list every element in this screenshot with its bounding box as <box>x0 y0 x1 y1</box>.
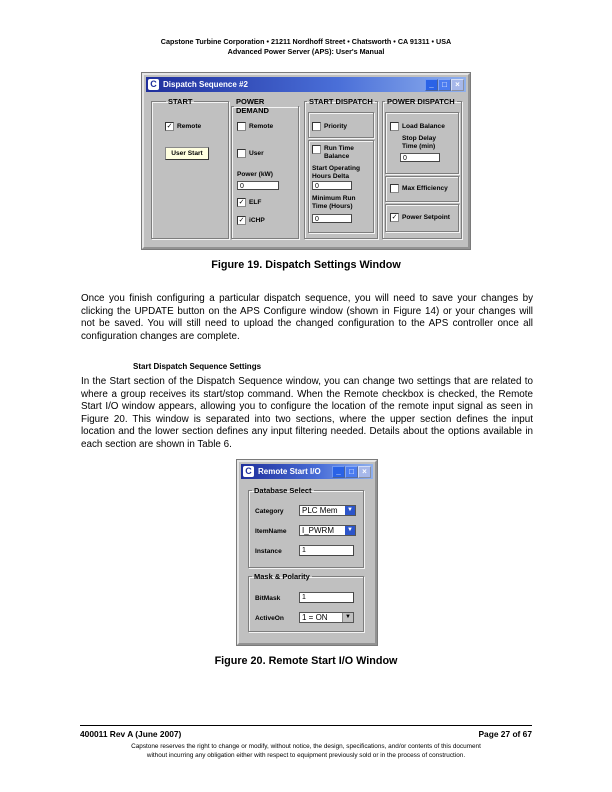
itemname-value: I_PWRM <box>302 526 334 535</box>
database-select-legend: Database Select <box>254 486 312 495</box>
dispatch-window-title: Dispatch Sequence #2 <box>163 80 248 89</box>
stop-delay-label: Stop Delay Time (min) <box>402 135 437 150</box>
section-subheading: Start Dispatch Sequence Settings <box>133 362 262 371</box>
instance-input[interactable]: 1 <box>299 545 354 556</box>
power-kw-input[interactable]: 0 <box>237 181 279 190</box>
figure-19-caption: Figure 19. Dispatch Settings Window <box>211 259 401 271</box>
minimize-icon[interactable]: _ <box>425 79 438 91</box>
itemname-label: ItemName <box>255 528 287 535</box>
start-remote-checkbox[interactable]: ✓ <box>166 123 173 130</box>
maximize-icon[interactable]: □ <box>438 79 451 91</box>
header-company-line: Capstone Turbine Corporation • 21211 Nordhoff Street • Chatsworth • CA 91311 • USA <box>160 37 452 46</box>
priority-checkbox[interactable] <box>312 122 321 131</box>
power-setpoint-checkbox[interactable]: ✓ <box>391 214 398 221</box>
itemname-dropdown[interactable] <box>299 525 356 536</box>
load-balance-label: Load Balance <box>402 123 445 130</box>
priority-label: Priority <box>324 123 348 130</box>
category-label: Category <box>255 508 284 515</box>
activeon-value: 1 = ON <box>302 613 328 622</box>
load-balance-checkbox[interactable] <box>390 122 399 131</box>
mask-polarity-legend: Mask & Polarity <box>254 572 310 581</box>
close-icon[interactable]: × <box>358 466 371 478</box>
start-group <box>151 97 229 239</box>
bitmask-input[interactable]: 1 <box>299 592 354 603</box>
start-legend: START <box>168 97 193 106</box>
remote-window-title: Remote Start I/O <box>258 467 321 476</box>
user-start-button[interactable]: User Start <box>165 147 209 160</box>
start-remote-label: Remote <box>177 123 202 130</box>
start-op-hours-label: Start Operating Hours Delta <box>312 165 360 180</box>
maximize-icon[interactable]: □ <box>345 466 358 478</box>
pd-user-checkbox[interactable] <box>237 149 246 158</box>
run-time-balance-label: Run Time Balance <box>324 145 354 160</box>
pd-remote-checkbox[interactable] <box>237 122 246 131</box>
footer-page-number: Page 27 of 67 <box>478 729 532 739</box>
elf-label: ELF <box>249 199 262 206</box>
pd-remote-label: Remote <box>249 123 274 130</box>
footer-divider <box>80 725 532 726</box>
chevron-down-icon[interactable]: ▼ <box>345 526 355 535</box>
bitmask-label: BitMask <box>255 595 281 602</box>
min-run-time-label: Minimum Run Time (Hours) <box>312 195 356 210</box>
paragraph-start-section: In the Start section of the Dispatch Sequence window, you can change two settings that are related to where a group receives its start/stop command. When the Remote checkbox is checked, the Remote Start I/O window appears, allowing you to configure the location of the remote input signal as seen in Figure 20. This window is separated into two sections, where the upper section defines the input location and the lower section defines any input filtering needed. Details about the options available in each section are shown in Table 6. <box>81 376 533 450</box>
run-time-balance-checkbox[interactable] <box>312 145 321 154</box>
power-dispatch-legend: POWER DISPATCH <box>387 97 455 106</box>
activeon-label: ActiveOn <box>255 615 284 622</box>
dispatch-sequence-window <box>142 73 470 249</box>
power-demand-legend: POWER DEMAND <box>236 97 269 115</box>
ichp-checkbox[interactable]: ✓ <box>238 217 245 224</box>
header-manual-title: Advanced Power Server (APS): User's Manual <box>227 47 385 56</box>
footer-notice-line1: Capstone reserves the right to change or modify, without notice, the design, specifications, and/or contents of this document <box>131 743 481 750</box>
min-run-time-input[interactable]: 0 <box>312 214 352 223</box>
footer-doc-id: 400011 Rev A (June 2007) <box>80 729 182 739</box>
dispatch-titlebar[interactable] <box>146 77 466 92</box>
category-value: PLC Mem <box>302 506 338 515</box>
elf-checkbox[interactable]: ✓ <box>238 199 245 206</box>
chevron-down-icon[interactable]: ▼ <box>342 613 353 622</box>
activeon-dropdown[interactable] <box>299 612 354 623</box>
chevron-down-icon[interactable]: ▼ <box>345 506 355 515</box>
start-op-hours-input[interactable]: 0 <box>312 181 352 190</box>
close-icon[interactable]: × <box>451 79 464 91</box>
paragraph-save-changes: Once you finish configuring a particular dispatch sequence, you will need to save your changes by clicking the UPDATE button on the APS Configure window (shown in Figure 14) or your changes will not be saved. You will still need to upload the changed configuration to the APS controller once all configuration changes are complete. <box>81 293 533 342</box>
ichp-label: iCHP <box>249 217 265 224</box>
stop-delay-input[interactable]: 0 <box>400 153 440 162</box>
minimize-icon[interactable]: _ <box>332 466 345 478</box>
remote-start-io-window <box>237 460 377 645</box>
app-icon: C <box>148 79 159 90</box>
category-dropdown[interactable] <box>299 505 356 516</box>
app-icon: C <box>243 466 254 477</box>
max-efficiency-label: Max Efficiency <box>402 185 448 192</box>
power-setpoint-label: Power Setpoint <box>402 214 450 221</box>
pd-user-label: User <box>249 150 264 157</box>
power-kw-label: Power (kW) <box>237 171 273 178</box>
start-dispatch-legend: START DISPATCH <box>309 97 373 106</box>
footer-notice-line2: without incurring any obligation either with respect to equipment previously sold or in the process of construction. <box>146 752 466 759</box>
remote-titlebar[interactable] <box>241 464 373 479</box>
figure-20-caption: Figure 20. Remote Start I/O Window <box>214 655 398 667</box>
max-efficiency-checkbox[interactable] <box>390 184 399 193</box>
instance-label: Instance <box>255 548 282 555</box>
